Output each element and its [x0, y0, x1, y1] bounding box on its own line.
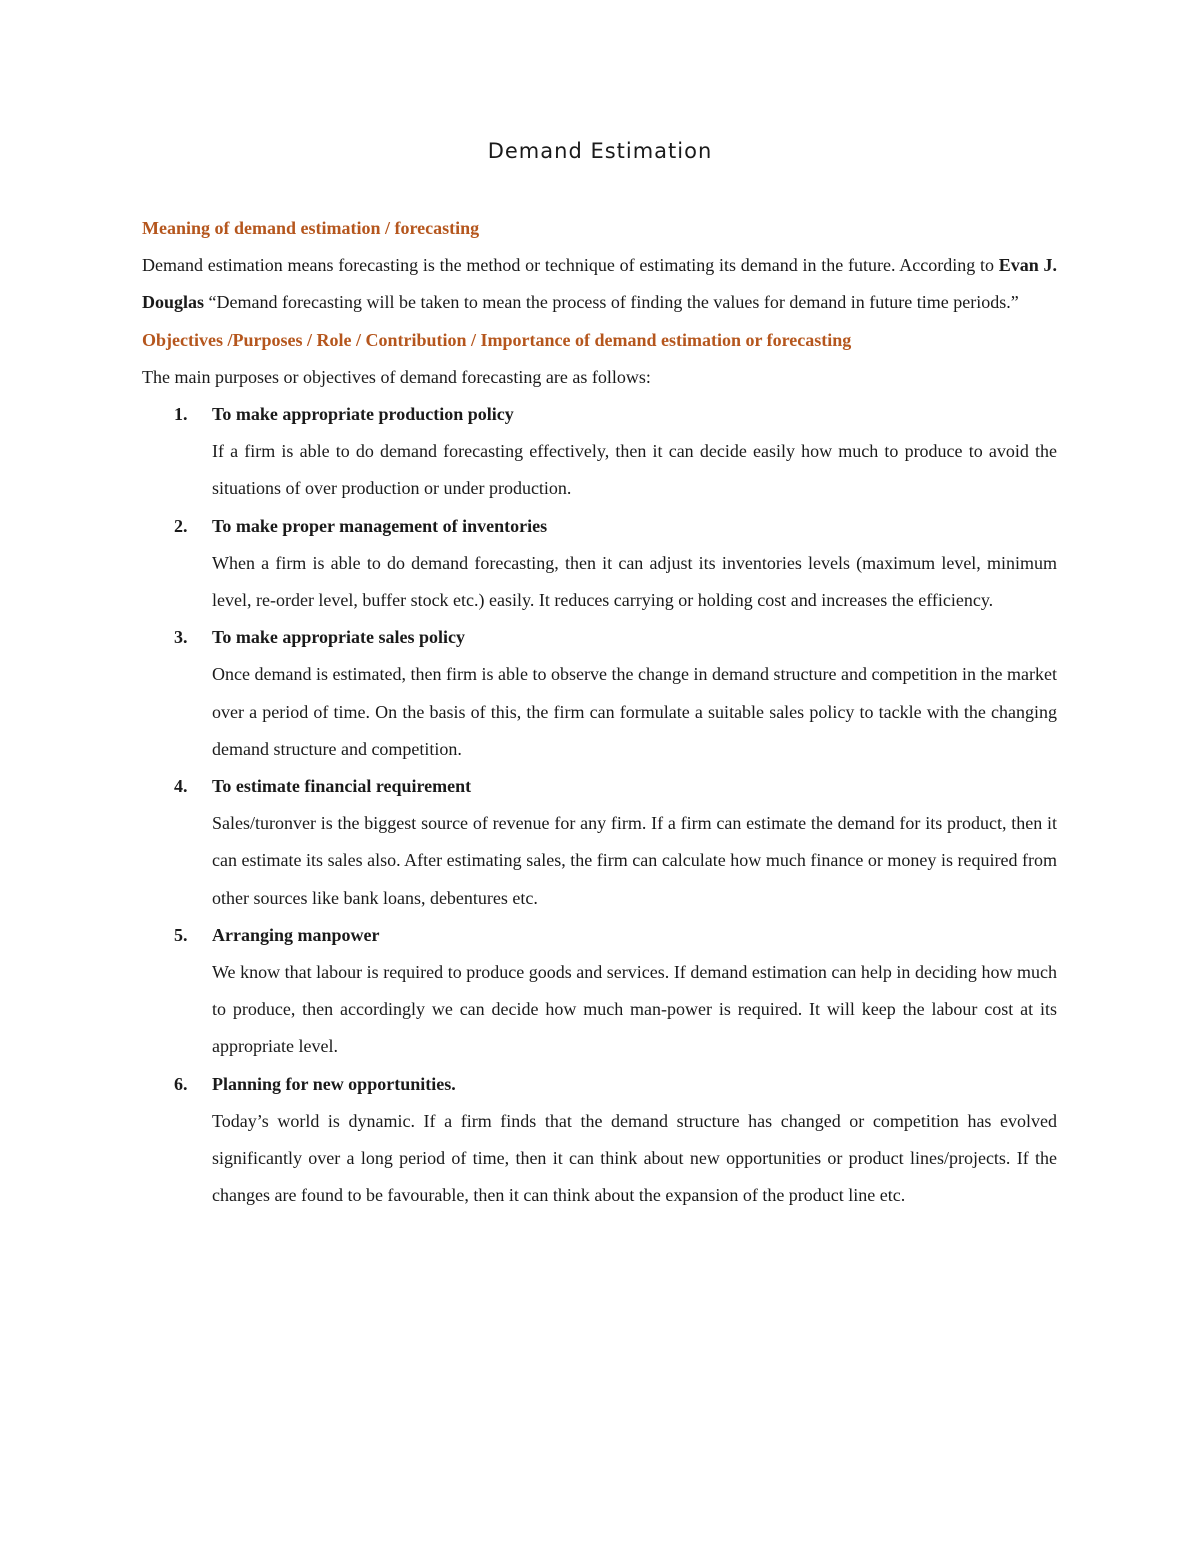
list-item-number: 1. — [174, 404, 188, 425]
list-item — [142, 508, 1057, 620]
list-item-title: Arranging manpower — [212, 924, 380, 945]
list-item-number: 4. — [174, 776, 188, 797]
list-item — [142, 917, 1057, 1066]
list-item-body: Today’s world is dynamic. If a firm finds that the demand structure has changed or competition has evolved significantly over a long period of time, then it can think about new opportunities or product lines/projects. If the changes are found to be favourable, then it can think about the expansion of the product line etc. — [212, 1110, 1057, 1206]
meaning-paragraph-start: Demand estimation means forecasting is the method or technique of estimating its demand in the future. According to — [142, 255, 999, 276]
list-item — [142, 619, 1057, 768]
list-item — [142, 396, 1057, 508]
list-item-title: Planning for new opportunities. — [212, 1073, 456, 1094]
list-item-number: 5. — [174, 924, 188, 945]
document-body — [142, 210, 1057, 1214]
list-item-number: 2. — [174, 515, 188, 536]
list-item — [142, 1066, 1057, 1215]
section-heading-meaning: Meaning of demand estimation / forecasting — [142, 218, 480, 238]
meaning-paragraph-end: “Demand forecasting will be taken to mean the process of finding the values for demand in future time periods.” — [204, 292, 1019, 313]
list-item-title: To make appropriate sales policy — [212, 627, 466, 648]
list-item-body: When a firm is able to do demand forecasting, then it can adjust its inventories levels (maximum level, minimum level, re-order level, buffer stock etc.) easily. It reduces carrying or holding cost and increases the efficiency. — [212, 552, 1057, 611]
list-item-body: Once demand is estimated, then firm is able to observe the change in demand structure and competition in the market over a period of time. On the basis of this, the firm can formulate a suitable sales policy to tackle with the changing demand structure and competition. — [212, 664, 1057, 759]
list-item — [142, 768, 1057, 917]
list-item-title: To make appropriate production policy — [212, 404, 514, 425]
meaning-paragraph — [142, 247, 1057, 321]
objectives-intro: The main purposes or objectives of demand forecasting are as follows: — [142, 366, 651, 387]
list-item-body: We know that labour is required to produce goods and services. If demand estimation can help in deciding how much to produce, then accordingly we can decide how much man-power is required. It will keep the labour cost at its appropriate level. — [212, 962, 1057, 1057]
author-name: Evan J. Douglas — [142, 255, 1057, 313]
list-item-number: 3. — [174, 627, 188, 648]
list-item-title: To make proper management of inventories — [212, 515, 548, 536]
list-item-title: To estimate financial requirement — [212, 776, 472, 797]
objectives-list — [142, 396, 1057, 1214]
list-item-number: 6. — [174, 1073, 188, 1094]
document-title: Demand Estimation — [487, 139, 713, 163]
list-item-body: If a firm is able to do demand forecasting effectively, then it can decide easily how much to produce to avoid the situations of over production or under production. — [212, 441, 1057, 499]
section-heading-objectives: Objectives /Purposes / Role / Contribution / Importance of demand estimation or forecasting — [142, 329, 852, 350]
list-item-body: Sales/turonver is the biggest source of revenue for any firm. If a firm can estimate the demand for its product, then it can estimate its sales also. After estimating sales, the firm can calculate how much finance or money is required from other sources like bank loans, debentures etc. — [212, 813, 1057, 908]
